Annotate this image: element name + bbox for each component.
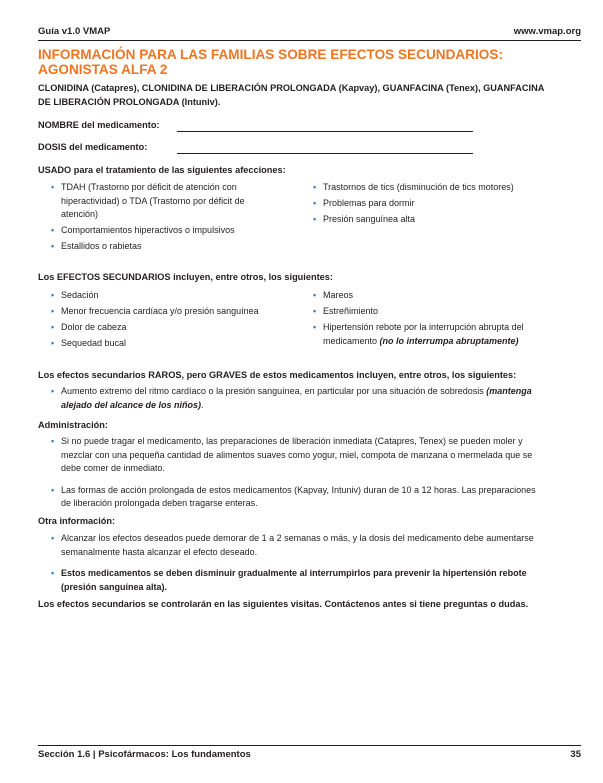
dose-field-line — [177, 153, 473, 154]
list-item: • Estallidos o rabietas — [46, 240, 282, 254]
dose-field-label: DOSIS del medicamento: — [38, 142, 148, 152]
footer-section: Sección 1.6 | Psicofármacos: Los fundamentos — [38, 749, 251, 760]
rare-effects-list — [46, 385, 546, 415]
closing-note: Los efectos secundarios se controlarán en las siguientes visitas. Contáctenos antes si tiene preguntas o dudas. — [38, 599, 529, 609]
page-number: 35 — [570, 749, 581, 760]
list-item: • Estos medicamentos se deben disminuir gradualmente al interrumpirlos para prevenir la hipertensión rebote (presión sanguínea alta). — [46, 567, 536, 594]
list-item: • Presión sanguínea alta — [308, 213, 523, 227]
list-item: • Sequedad bucal — [46, 337, 282, 351]
list-item: • Estreñimiento — [308, 305, 548, 319]
page-title: INFORMACIÓN PARA LAS FAMILIAS SOBRE EFECTOS SECUNDARIOS: AGONISTAS ALFA 2 — [38, 47, 503, 77]
name-field-line — [177, 131, 473, 132]
page-header — [38, 26, 581, 39]
rebound-text: Hipertensión rebote por la interrupción abrupta del medicamento — [323, 322, 524, 346]
list-item: • Trastornos de tics (disminución de tics motores) — [308, 181, 523, 195]
list-item: • Problemas para dormir — [308, 197, 523, 211]
medication-names: CLONIDINA (Catapres), CLONIDINA DE LIBERACIÓN PROLONGADA (Kapvay), GUANFACINA (Tenex), GUANFACINA DE LIBERACIÓN PROLONGADA (Intuniv). — [38, 83, 545, 107]
name-field-label: NOMBRE del medicamento: — [38, 120, 160, 130]
list-item — [308, 321, 548, 348]
list-item: • Alcanzar los efectos deseados puede demorar de 1 a 2 semanas o más, y la dosis del medicamento debe aumentarse semanalmente hasta alcanzar el efecto deseado. — [46, 532, 536, 559]
list-item: • Las formas de acción prolongada de estos medicamentos (Kapvay, Intuniv) duran de 10 a 12 horas. Las preparaciones de liberación prolongada deben tragarse enteras. — [46, 484, 536, 511]
rare-effect-warning: (mantenga alejado del alcance de los niños) — [61, 386, 532, 410]
dose-field — [38, 142, 147, 152]
name-field — [38, 120, 160, 130]
list-item: • Mareos — [308, 289, 548, 303]
side-effects-list-right — [308, 289, 548, 351]
other-info-heading: Otra información: — [38, 516, 116, 526]
rare-effects-heading: Los efectos secundarios RAROS, pero GRAVES de estos medicamentos incluyen, entre otros, los siguientes: — [38, 370, 517, 380]
administration-heading: Administración: — [38, 420, 108, 430]
other-info-list — [46, 532, 536, 597]
administration-list — [46, 435, 536, 513]
list-item: • TDAH (Trastorno por déficit de atención con hiperactividad) o TDA (Trastorno por déficit de atención) — [46, 181, 282, 222]
rare-effect-end: . — [201, 399, 204, 410]
list-item: • Dolor de cabeza — [46, 321, 282, 335]
rare-effect-text: Aumento extremo del ritmo cardíaco o la presión sanguínea, en particular por una situación de sobredosis — [61, 386, 487, 396]
footer-divider — [38, 745, 581, 746]
used-for-list-left — [46, 181, 282, 256]
list-item — [46, 385, 546, 412]
list-item: • Comportamientos hiperactivos o impulsivos — [46, 224, 282, 238]
used-for-heading: USADO para el tratamiento de las siguientes afecciones: — [38, 165, 286, 175]
list-item: • Sedación — [46, 289, 282, 303]
side-effects-list-left — [46, 289, 282, 353]
header-guide-version: Guía v1.0 VMAP — [38, 26, 111, 37]
header-divider — [38, 40, 581, 41]
side-effects-heading: Los EFECTOS SECUNDARIOS incluyen, entre otros, los siguientes: — [38, 272, 333, 282]
rebound-warning: (no lo interrumpa abruptamente) — [379, 335, 519, 346]
list-item: • Menor frecuencia cardíaca y/o presión sanguínea — [46, 305, 282, 319]
used-for-list-right — [308, 181, 523, 229]
header-website-link[interactable]: www.vmap.org — [513, 26, 581, 37]
list-item: • Si no puede tragar el medicamento, las preparaciones de liberación inmediata (Catapres, Tenex) se pueden moler y mezclar con una pequeña cantidad de alimentos suaves como yogur, miel, compota de manzana o mermelada que se debe comer de inmediato. — [46, 435, 536, 476]
